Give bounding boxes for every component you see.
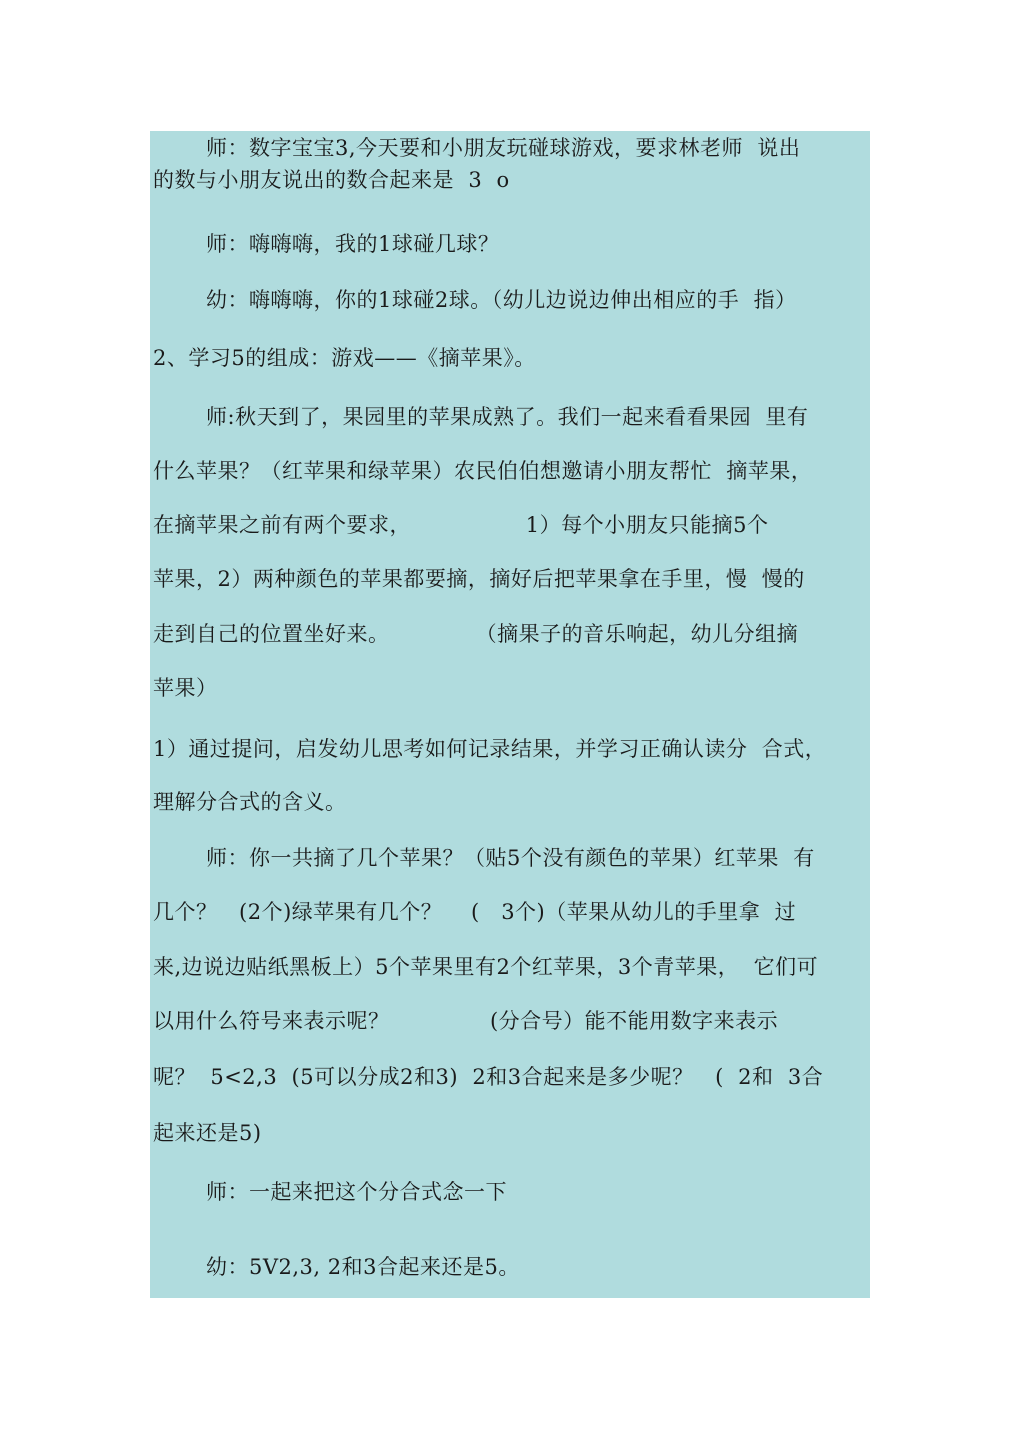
text-line: 在摘苹果之前有两个要求， 1）每个小朋友只能摘5个 <box>153 513 769 537</box>
text-line: 以用什么符号来表示呢？ (分合号）能不能用数字来表示 <box>153 1009 779 1033</box>
text-line: 的数与小朋友说出的数合起来是 3 o <box>153 168 510 192</box>
text-line: 幼：5V2,3, 2和3合起来还是5。 <box>206 1255 520 1279</box>
text-line: 师:秋天到了，果园里的苹果成熟了。我们一起来看看果园 里有 <box>206 405 809 429</box>
text-line: 1）通过提问，启发幼儿思考如何记录结果，并学习正确认读分 合式， <box>153 737 827 761</box>
text-line: 几个？ (2个)绿苹果有几个？ ( 3个)（苹果从幼儿的手里拿 过 <box>153 900 797 924</box>
text-line: 师：你一共摘了几个苹果？（贴5个没有颜色的苹果）红苹果 有 <box>206 846 815 870</box>
text-line: 什么苹果？（红苹果和绿苹果）农民伯伯想邀请小朋友帮忙 摘苹果， <box>153 459 813 483</box>
text-line: 呢？ 5<2,3 (5可以分成2和3) 2和3合起来是多少呢？ ( 2和 3合 <box>153 1065 824 1089</box>
text-line: 师：嗨嗨嗨，我的1球碰几球？ <box>206 232 500 256</box>
text-line: 来,边说边贴纸黑板上）5个苹果里有2个红苹果，3个青苹果， 它们可 <box>153 955 819 979</box>
text-line: 理解分合式的含义。 <box>153 790 347 814</box>
text-line: 苹果，2）两种颜色的苹果都要摘，摘好后把苹果拿在手里，慢 慢的 <box>153 567 805 591</box>
text-line: 师：一起来把这个分合式念一下 <box>206 1180 507 1204</box>
text-line: 起来还是5) <box>153 1121 262 1145</box>
text-line: 走到自己的位置坐好来。 （摘果子的音乐响起，幼儿分组摘 <box>153 622 799 646</box>
text-line: 苹果） <box>153 676 218 700</box>
text-line: 师：数字宝宝3,今天要和小朋友玩碰球游戏，要求林老师 说出 <box>206 136 801 160</box>
section-heading: 2、学习5的组成：游戏——《摘苹果》。 <box>153 346 536 370</box>
text-line: 幼：嗨嗨嗨，你的1球碰2球。（幼儿边说边伸出相应的手 指） <box>206 288 797 312</box>
